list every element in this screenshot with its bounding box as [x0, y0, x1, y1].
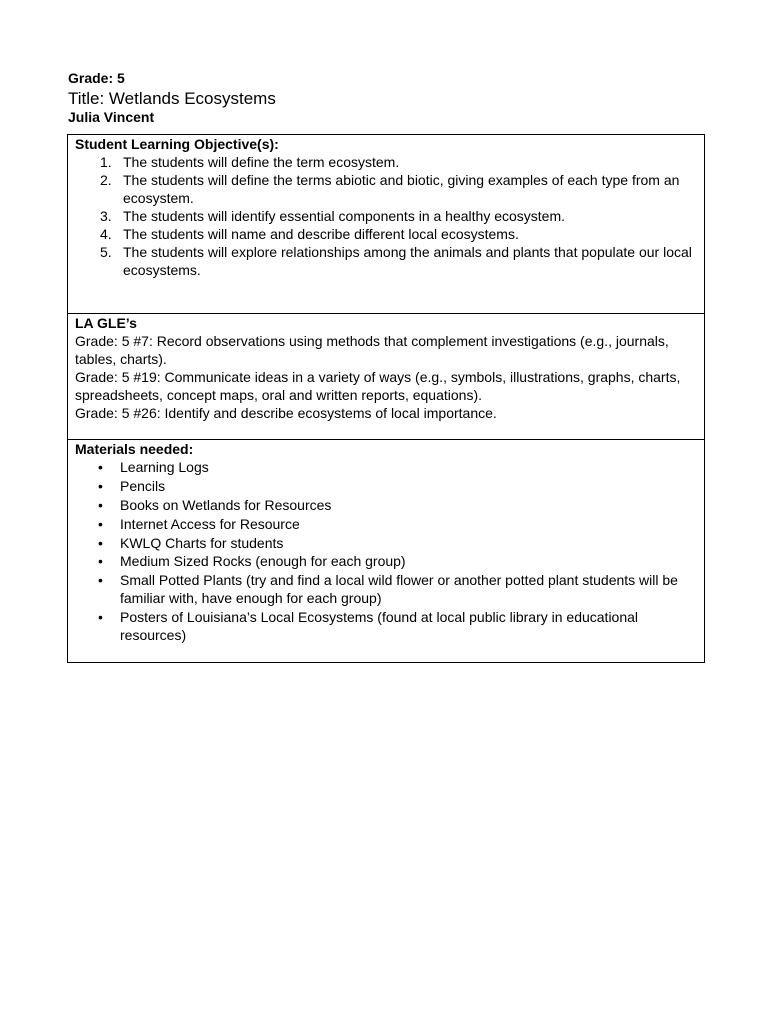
objective-item	[68, 225, 704, 243]
material-item	[68, 458, 704, 476]
materials-heading: Materials needed:	[75, 441, 194, 457]
material-text: Medium Sized Rocks (enough for each group)	[120, 553, 406, 570]
gles-heading: LA GLE’s	[75, 315, 137, 331]
bullet-icon: •	[98, 477, 103, 494]
author-name: Julia Vincent	[68, 109, 155, 125]
objective-text: The students will define the term ecosystem.	[123, 154, 400, 170]
bullet-icon: •	[98, 609, 103, 626]
objective-item	[68, 243, 704, 279]
objective-item	[68, 207, 704, 225]
material-text: Books on Wetlands for Resources	[120, 496, 332, 513]
material-text: Small Potted Plants (try and find a local wild flower or another potted plant students will be familiar with, have enough for each group)	[120, 572, 678, 607]
material-text: Learning Logs	[120, 459, 209, 475]
material-text: Pencils	[120, 477, 166, 494]
bullet-icon: •	[98, 459, 103, 475]
objective-text: The students will explore relationships among the animals and plants that populate our local ecosystems.	[123, 244, 692, 278]
materials-list	[68, 458, 704, 645]
bullet-icon: •	[98, 496, 103, 513]
bullet-icon: •	[98, 553, 103, 570]
material-item	[68, 534, 704, 552]
objective-item	[68, 171, 704, 207]
gles-section	[67, 313, 705, 440]
objective-number: 3.	[100, 208, 112, 224]
objectives-section	[67, 134, 705, 314]
gle-item: Grade: 5 #19: Communicate ideas in a variety of ways (e.g., symbols, illustrations, graphs, charts, spreadsheets, concept maps, oral and written reports, equations).	[75, 369, 681, 403]
objectives-list	[68, 153, 704, 279]
gles-list	[75, 332, 699, 422]
objectives-heading: Student Learning Objective(s):	[75, 136, 279, 152]
material-item	[68, 477, 704, 495]
objective-item	[68, 153, 704, 171]
bullet-icon: •	[98, 515, 103, 532]
material-item	[68, 496, 704, 514]
objective-text: The students will name and describe different local ecosystems.	[123, 226, 519, 242]
gle-item: Grade: 5 #7: Record observations using methods that complement investigations (e.g., journals, tables, charts).	[75, 333, 669, 367]
document-title: Title: Wetlands Ecosystems	[68, 89, 276, 108]
objective-number: 4.	[100, 226, 112, 242]
objective-number: 2.	[100, 172, 112, 188]
grade-label: Grade: 5	[68, 70, 125, 86]
objective-text: The students will identify essential components in a healthy ecosystem.	[123, 208, 566, 224]
material-item	[68, 608, 704, 644]
objective-number: 5.	[100, 244, 112, 260]
material-item	[68, 552, 704, 570]
bullet-icon: •	[98, 534, 103, 551]
bullet-icon: •	[98, 572, 103, 589]
materials-section	[67, 439, 705, 663]
material-item	[68, 515, 704, 533]
material-text: Internet Access for Resource	[120, 515, 300, 532]
objective-number: 1.	[100, 154, 112, 170]
material-text: Posters of Louisiana’s Local Ecosystems (found at local public library in educational resources)	[120, 609, 639, 644]
objective-text: The students will define the terms abiotic and biotic, giving examples of each type from an ecosystem.	[123, 172, 680, 206]
material-text: KWLQ Charts for students	[120, 534, 284, 551]
gle-item: Grade: 5 #26: Identify and describe ecosystems of local importance.	[75, 405, 497, 421]
material-item	[68, 571, 704, 607]
